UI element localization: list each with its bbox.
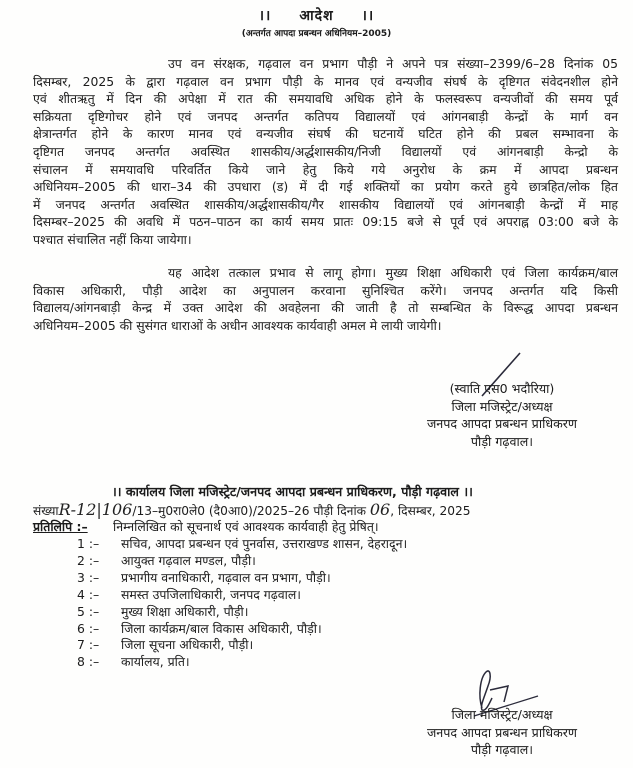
paragraph-1-line: उप वन संरक्षक, गढ़वाल वन प्रभाग पौड़ी ने अपने पत्र संख्या–2399/6–28 दिनांक 05 bbox=[168, 56, 618, 71]
recipient-text: प्रभागीय वनाधिकारी, गढ़वाल वन प्रभाग, पौड़ी। bbox=[121, 569, 331, 585]
signature-block-2 bbox=[392, 706, 612, 759]
handwritten-day: 06 bbox=[369, 500, 391, 519]
order-title-text: आदेश bbox=[299, 8, 334, 24]
paragraph-1-line: में जनपद अन्तर्गत अवस्थित शासकीय/अर्द्धशासकीय/गैर शासकीय विद्यालयों एवं आंगनबाड़ी केन्द्रों में माह bbox=[33, 196, 618, 212]
recipient-number: 6 :– bbox=[77, 620, 100, 636]
copy-to-intro: निम्नलिखित को सूचनार्थ एवं आवश्यक कार्यवाही हेतु प्रेषित्। bbox=[113, 519, 379, 534]
office-heading: ।। कार्यालय जिला मजिस्ट्रेट/जनपद आपदा प्रबन्धन प्राधिकरण, पौड़ी गढ़वाल ।। bbox=[112, 484, 473, 499]
paragraph-1-line: दृष्टिगत जनपद अन्तर्गत अवस्थित शासकीय/अर्द्धशासकीय/निजी विद्यालयों एवं आंगनबाड़ी केन्द्रो के bbox=[33, 143, 618, 159]
paragraph-2-line: यह आदेश तत्काल प्रभाव से लागू होगा। मुख्य शिक्षा अधिकारी एवं जिला कार्यक्रम/बाल bbox=[168, 265, 618, 280]
signatory-authority: जनपद आपदा प्रबन्धन प्राधिकरण bbox=[426, 416, 578, 432]
recipient-text: समस्त उपजिलाधिकारी, जनपद गढ़वाल। bbox=[121, 586, 301, 602]
recipient-number: 4 :– bbox=[77, 586, 100, 602]
signatory-designation: जिला मजिस्ट्रेट/अध्यक्ष bbox=[451, 398, 553, 414]
recipient-number: 1 :– bbox=[77, 536, 100, 551]
recipient-text: सचिव, आपदा प्रबन्धन एवं पुनर्वास, उत्तराखण्ड शासन, देहरादून। bbox=[121, 536, 408, 551]
paragraph-2 bbox=[33, 264, 618, 334]
signatory-designation: जिला मजिस्ट्रेट/अध्यक्ष bbox=[451, 707, 553, 722]
paragraph-1-line: एवं शीतऋतु में दिन की अपेक्षा में रात की समयावधि अधिक होने के फलस्वरूप वन्यजीवों की समय पूर्व bbox=[33, 91, 618, 107]
paragraph-2-line: विकास अधिकारी, पौड़ी आदेश का अनुपालन करवाना सुनिश्चित करेंगे। जनपद अन्तर्गत यदि किसी bbox=[33, 282, 618, 298]
recipient-item bbox=[77, 637, 407, 654]
handwritten-reference-number: R-12|106 bbox=[58, 500, 133, 519]
recipient-item bbox=[77, 570, 407, 587]
recipient-text: जिला कार्यक्रम/बाल विकास अधिकारी, पौड़ी। bbox=[121, 620, 322, 636]
signatory-place: पौड़ी गढ़वाल। bbox=[470, 742, 534, 758]
recipient-item bbox=[77, 654, 407, 671]
paragraph-2-line: अधिनियम–2005 की सुसंगत धाराओं के अधीन आवश्यक कार्यवाही अमल मे लायी जायेगी। bbox=[33, 317, 442, 333]
signature-block-1 bbox=[392, 380, 612, 450]
recipient-item bbox=[77, 536, 407, 553]
paragraph-1-line: दिसम्बर–2025 की अवधि में पठन–पाठन का कार्य समय प्रातः 09:15 बजे से पूर्व एवं अपराह्न 03:00 बजे के bbox=[33, 214, 618, 230]
recipient-text: जिला सूचना अधिकारी, पौड़ी। bbox=[121, 637, 254, 653]
order-subtitle: (अन्तर्गत आपदा प्रबन्धन अधिनियम–2005) bbox=[241, 29, 392, 39]
copy-to-row bbox=[33, 518, 379, 535]
recipient-text: आयुक्त गढ़वाल मण्डल, पौड़ी। bbox=[121, 552, 256, 568]
recipient-item bbox=[77, 604, 407, 621]
paragraph-1-line: सक्रियता दृष्टिगोचर होने एवं जनपद अन्तर्गत कतिपय विद्यालयों एवं आंगनबाड़ी केन्द्रों के मार्ग वन bbox=[33, 108, 618, 124]
reference-month-year: , दिसम्बर, 2025 bbox=[390, 504, 471, 518]
signatory-name: (स्वाति एस0 भदौरिया) bbox=[449, 381, 555, 396]
paragraph-1-line: दिसम्बर, 2025 के द्वारा गढ़वाल वन प्रभाग पौड़ी के मानव एवं वन्यजीव संघर्ष के दृष्टिगत संवेदनशील होने bbox=[33, 73, 618, 89]
reference-rest: /13–मु0रा0ले0 (दै0आ0)/2025–26 पौड़ी दिनांक bbox=[132, 504, 366, 518]
paragraph-1-line: संचालन में समयावधि परिवर्तित किये जाने हेतु किये गये अनुरोध के क्रम में आपदा प्रबन्धन bbox=[33, 161, 618, 177]
copy-to-label: प्रतिलिपि :– bbox=[33, 519, 88, 534]
order-title bbox=[0, 6, 633, 25]
paragraph-1-line: पश्चात संचालित नहीं किया जायेगा। bbox=[33, 231, 192, 247]
title-mark-right: ।। bbox=[361, 8, 375, 24]
recipient-text: कार्यालय, प्रति। bbox=[121, 654, 190, 670]
reference-line bbox=[33, 500, 471, 519]
recipient-item bbox=[77, 621, 407, 638]
paragraph-1 bbox=[33, 55, 618, 249]
recipient-number: 7 :– bbox=[77, 637, 100, 653]
signatory-authority: जनपद आपदा प्रबन्धन प्राधिकरण bbox=[426, 724, 578, 740]
paragraph-1-line: क्षेत्रान्तर्गत होने के कारण मानव एवं वन्यजीव संघर्ष की घटनायें घटित होने की प्रबल सम्भावना के bbox=[33, 126, 618, 142]
recipient-item bbox=[77, 587, 407, 604]
recipient-number: 3 :– bbox=[77, 569, 100, 585]
paragraph-1-line: अधिनियम–2005 की धारा–34 की उपधारा (ड) में दी गई शक्तियों का प्रयोग करते हुये छात्रहित/लोक हित bbox=[33, 179, 618, 195]
recipient-list bbox=[77, 536, 407, 671]
recipient-number: 5 :– bbox=[77, 603, 100, 619]
signatory-place: पौड़ी गढ़वाल। bbox=[470, 433, 534, 449]
paragraph-2-line: विद्यालय/आंगनबाड़ी केन्द्र में उक्त आदेश की अवहेलना की जाती है तो सम्बन्धित के विरूद्ध आपदा प्रबन्धन bbox=[33, 300, 618, 316]
recipient-item bbox=[77, 553, 407, 570]
recipient-text: मुख्य शिक्षा अधिकारी, पौड़ी। bbox=[121, 603, 249, 619]
reference-prefix: संख्या bbox=[33, 504, 59, 518]
recipient-number: 8 :– bbox=[77, 654, 100, 670]
title-mark-left: ।। bbox=[258, 8, 272, 24]
recipient-number: 2 :– bbox=[77, 552, 100, 568]
